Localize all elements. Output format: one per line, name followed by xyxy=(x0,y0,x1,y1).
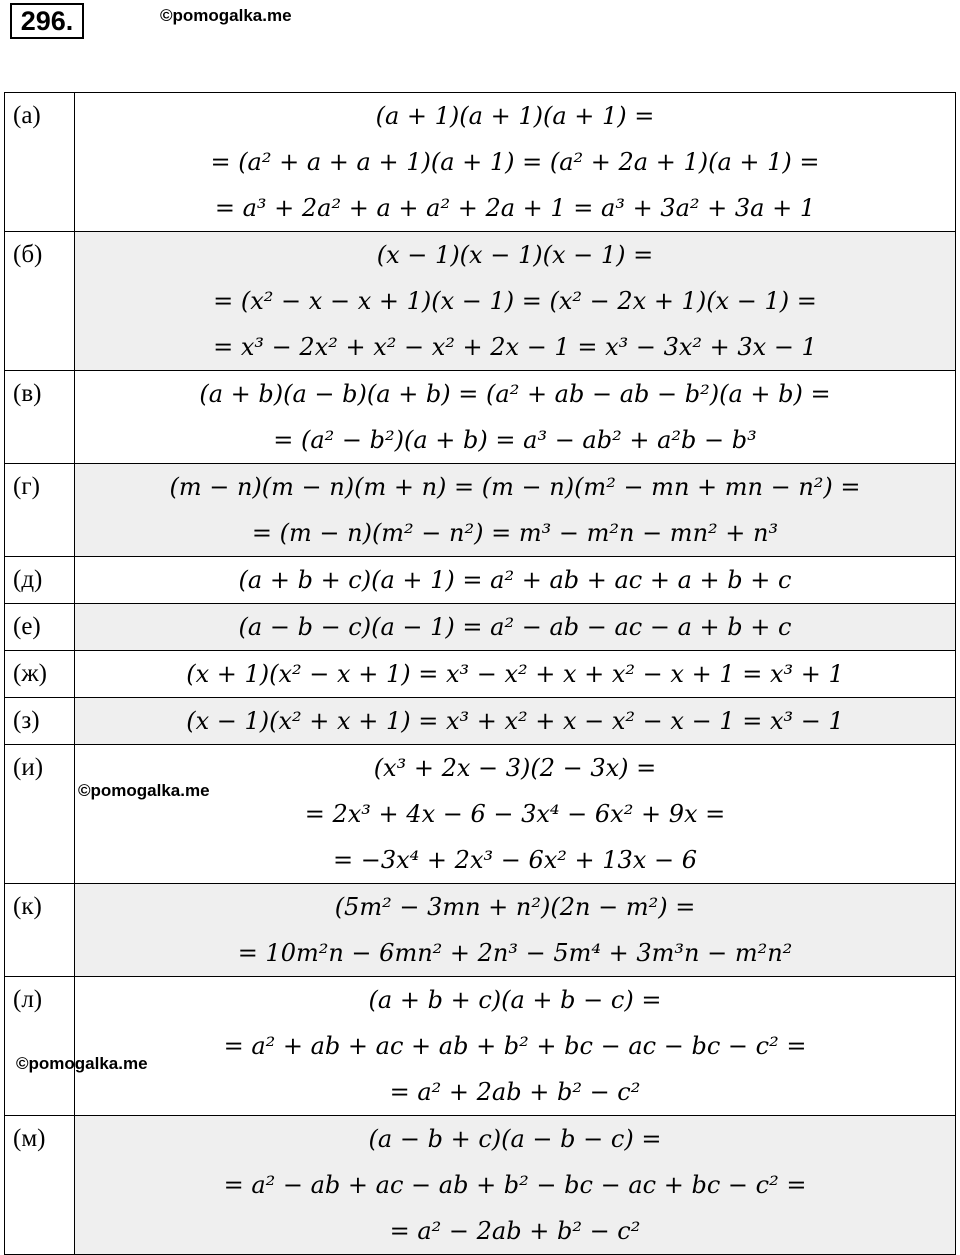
row-l xyxy=(5,977,956,1116)
expr-line: = a² − 2ab + b² − c² xyxy=(389,1217,641,1245)
expr-line: = a² − ab + ac − ab + b² − bc − ac + bc − c² = xyxy=(223,1171,807,1199)
expr-line: = a² + 2ab + b² − c² xyxy=(389,1078,641,1106)
row-label: (з) xyxy=(5,698,75,745)
row-expression xyxy=(75,93,956,232)
expr-line: = (x² − x − x + 1)(x − 1) = (x² − 2x + 1)(x − 1) = xyxy=(213,287,817,315)
expr-line: (a + b)(a − b)(a + b) = (a² + ab − ab − b²)(a + b) = xyxy=(199,380,831,408)
expr-line: (x + 1)(x² − x + 1) = x³ − x² + x + x² − x + 1 = x³ + 1 xyxy=(186,660,844,688)
row-expression xyxy=(75,464,956,557)
expr-line: (m − n)(m − n)(m + n) = (m − n)(m² − mn + mn − n²) = xyxy=(169,473,861,501)
row-e xyxy=(5,604,956,651)
row-label: (г) xyxy=(5,464,75,557)
expr-line: (x − 1)(x² + x + 1) = x³ + x² + x − x² − x − 1 = x³ − 1 xyxy=(186,707,844,735)
expr-line: = a³ + 2a² + a + a² + 2a + 1 = a³ + 3a² + 3a + 1 xyxy=(214,194,816,222)
expr-line: = (a² + a + a + 1)(a + 1) = (a² + 2a + 1)(a + 1) = xyxy=(210,148,820,176)
row-g xyxy=(5,464,956,557)
row-k xyxy=(5,884,956,977)
row-expression xyxy=(75,1116,956,1255)
row-label: (к) xyxy=(5,884,75,977)
expr-line: = −3x⁴ + 2x³ − 6x² + 13x − 6 xyxy=(333,846,697,874)
row-label: (м) xyxy=(5,1116,75,1255)
row-expression xyxy=(75,698,956,745)
row-b xyxy=(5,232,956,371)
watermark-middle: ©pomogalka.me xyxy=(78,781,210,800)
row-label: (б) xyxy=(5,232,75,371)
expr-line: = x³ − 2x² + x² − x² + 2x − 1 = x³ − 3x² + 3x − 1 xyxy=(213,333,817,361)
row-label: (в) xyxy=(5,371,75,464)
expr-line: (a + b + c)(a + 1) = a² + ab + ac + a + b + c xyxy=(238,566,792,594)
row-zh xyxy=(5,651,956,698)
row-label: (и) xyxy=(5,745,75,884)
expr-line: (5m² − 3mn + n²)(2n − m²) = xyxy=(334,893,696,921)
watermark-top: ©pomogalka.me xyxy=(160,6,292,25)
expr-line: (a − b − c)(a − 1) = a² − ab − ac − a + b + c xyxy=(238,613,792,641)
row-expression xyxy=(75,371,956,464)
row-expression xyxy=(75,651,956,698)
row-expression xyxy=(75,977,956,1116)
row-expression xyxy=(75,604,956,651)
expr-line: = a² + ab + ac + ab + b² + bc − ac − bc − c² = xyxy=(223,1032,807,1060)
expr-line: (a + 1)(a + 1)(a + 1) = xyxy=(375,102,655,130)
row-label: (л) xyxy=(5,977,75,1116)
row-expression xyxy=(75,745,956,884)
watermark-bottom: ©pomogalka.me xyxy=(16,1054,148,1073)
expr-line: = 2x³ + 4x − 6 − 3x⁴ − 6x² + 9x = xyxy=(304,800,726,828)
solutions-table xyxy=(4,92,956,1255)
expr-line: (x³ + 2x − 3)(2 − 3x) = xyxy=(373,754,657,782)
row-expression xyxy=(75,232,956,371)
row-d xyxy=(5,557,956,604)
row-label: (д) xyxy=(5,557,75,604)
row-z xyxy=(5,698,956,745)
expr-line: = (a² − b²)(a + b) = a³ − ab² + a²b − b³ xyxy=(273,426,757,454)
row-a xyxy=(5,93,956,232)
expr-line: (a + b + c)(a + b − c) = xyxy=(368,986,662,1014)
exercise-number: 296. xyxy=(10,3,84,39)
row-i xyxy=(5,745,956,884)
row-expression xyxy=(75,884,956,977)
row-label: (а) xyxy=(5,93,75,232)
expr-line: = 10m²n − 6mn² + 2n³ − 5m⁴ + 3m³n − m²n² xyxy=(237,939,793,967)
expr-line: = (m − n)(m² − n²) = m³ − m²n − mn² + n³ xyxy=(251,519,779,547)
row-expression xyxy=(75,557,956,604)
expr-line: (a − b + c)(a − b − c) = xyxy=(368,1125,662,1153)
row-v xyxy=(5,371,956,464)
row-label: (е) xyxy=(5,604,75,651)
row-label: (ж) xyxy=(5,651,75,698)
row-m xyxy=(5,1116,956,1255)
expr-line: (x − 1)(x − 1)(x − 1) = xyxy=(376,241,654,269)
